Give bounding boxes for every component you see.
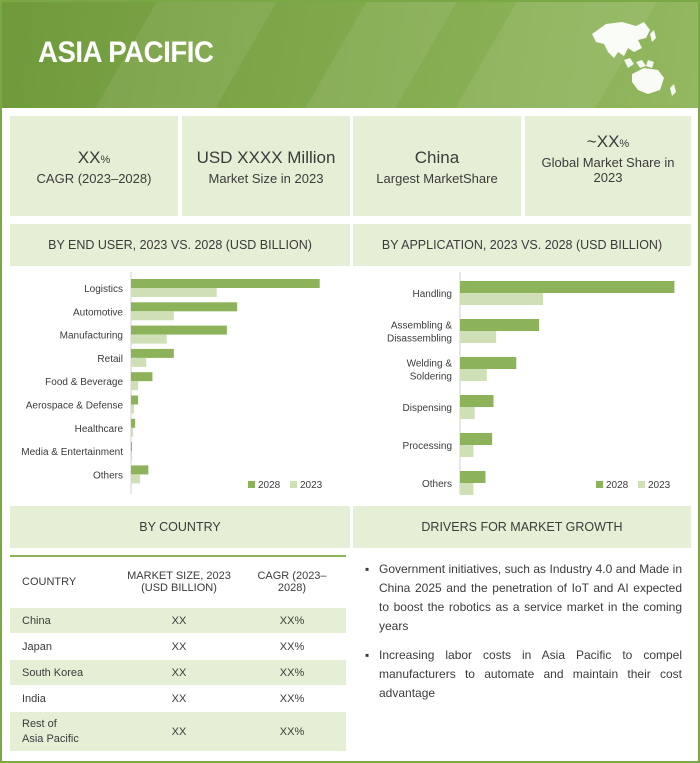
bar-2028 (131, 302, 237, 311)
stat-label: Market Size in 2023 (208, 171, 324, 186)
category-label: Aerospace & Defense (25, 400, 123, 412)
table-row (10, 711, 346, 751)
bar-2023 (131, 358, 146, 367)
stat-cagr (10, 116, 178, 216)
bar-2028 (131, 396, 138, 405)
cell-market-size: XX (171, 640, 187, 653)
end-user-chart (10, 268, 350, 496)
bar-2023 (131, 311, 174, 320)
table-row (10, 607, 346, 633)
bar-2028 (460, 395, 494, 407)
cell-market-size: XX (171, 614, 187, 627)
bar-2028 (131, 442, 132, 451)
category-label: Processing (402, 441, 452, 452)
application-chart (353, 268, 691, 496)
legend-label: 2028 (606, 480, 629, 491)
country-table (10, 555, 346, 751)
banner-stripe (286, 2, 468, 108)
category-label: Media & Entertainment (21, 447, 123, 459)
header-cagr: CAGR (2023–2028) (257, 570, 327, 594)
table-body (10, 607, 346, 751)
table-row (10, 685, 346, 711)
stat-market-size (182, 116, 350, 216)
bar-2028 (131, 279, 320, 288)
category-label: Others (421, 479, 452, 490)
bar-2028 (131, 465, 148, 474)
asia-pacific-map-icon (584, 12, 684, 102)
cell-country: Rest of Asia Pacific (22, 717, 79, 745)
bar-2023 (460, 331, 496, 343)
bar-2028 (460, 357, 516, 369)
table-row (10, 659, 346, 685)
bar-2023 (131, 288, 217, 297)
end-user-chart-svg (10, 268, 350, 496)
header-banner (2, 2, 698, 108)
bar-2028 (460, 471, 485, 483)
bar-2023 (131, 451, 132, 460)
category-label: Others (92, 470, 123, 482)
bar-2023 (460, 293, 543, 305)
bar-2028 (131, 372, 152, 381)
cell-country: South Korea (22, 666, 84, 679)
stat-value: ~XX% (586, 132, 630, 151)
section-title-country: BY COUNTRY (10, 506, 350, 548)
stat-label: Global Market Share in 2023 (541, 155, 675, 185)
bar-2023 (131, 381, 138, 390)
category-label: Retail (97, 353, 123, 365)
category-label: Soldering (409, 371, 452, 383)
cell-market-size: XX (171, 725, 187, 738)
bar-2028 (460, 319, 539, 331)
category-label: Logistics (84, 284, 123, 295)
legend-swatch (290, 481, 297, 488)
category-label: Manufacturing (59, 330, 123, 342)
bar-2023 (460, 407, 475, 419)
stat-global-share (525, 116, 691, 216)
cell-country: Japan (22, 640, 52, 653)
table-row (10, 633, 346, 659)
drivers-list (362, 560, 682, 713)
cell-market-size: XX (171, 692, 187, 705)
legend-label: 2023 (300, 480, 323, 491)
stat-value: USD XXXX Million (196, 148, 336, 167)
cell-cagr: XX% (279, 725, 305, 738)
bar-2028 (460, 281, 674, 293)
application-chart-svg (353, 268, 691, 496)
bar-2023 (131, 474, 140, 483)
category-label: Assembling & (390, 320, 452, 332)
bar-2028 (131, 419, 135, 428)
category-label: Automotive (72, 307, 123, 319)
category-label: Disassembling (386, 333, 452, 345)
section-title-drivers: DRIVERS FOR MARKET GROWTH (353, 506, 691, 548)
stat-label: Largest MarketShare (376, 171, 498, 186)
category-label: Welding & (406, 358, 452, 370)
legend-label: 2028 (258, 480, 281, 491)
table-header (10, 555, 346, 607)
stat-largest-share (353, 116, 521, 216)
stat-label: CAGR (2023–2028) (36, 171, 152, 186)
legend-swatch (596, 481, 603, 488)
section-title-end-user: BY END USER, 2023 VS. 2028 (USD BILLION) (10, 224, 350, 266)
stat-value: China (414, 148, 460, 167)
bar-2028 (131, 349, 174, 358)
cell-cagr: XX% (279, 614, 305, 627)
legend-swatch (638, 481, 645, 488)
cell-cagr: XX% (279, 692, 305, 705)
page-title: ASIA PACIFIC (38, 36, 214, 69)
category-label: Healthcare (74, 423, 123, 435)
cell-cagr: XX% (279, 640, 305, 653)
cell-cagr: XX% (279, 666, 305, 679)
category-label: Food & Beverage (45, 377, 123, 389)
bar-2028 (131, 326, 227, 335)
stat-value: XX% (77, 148, 111, 167)
bar-2023 (460, 369, 487, 381)
category-label: Handling (412, 289, 452, 300)
driver-item: ▪ Government initiatives, such as Industry 4.0 and Made in China 2025 and the penetration of IoT and AI expected to boost the robotics as a service market in the coming years (362, 560, 682, 636)
bar-2023 (460, 445, 473, 457)
bar-2028 (460, 433, 492, 445)
section-title-application: BY APPLICATION, 2023 VS. 2028 (USD BILLION) (353, 224, 691, 266)
legend-label: 2023 (648, 480, 671, 491)
bar-2023 (460, 483, 473, 495)
legend-swatch (248, 481, 255, 488)
header-market-size: MARKET SIZE, 2023 (USD BILLION) (127, 570, 231, 594)
bar-2023 (131, 335, 167, 344)
driver-item: ▪ Increasing labor costs in Asia Pacific to compel manufacturers to automate and maintain their cost advantage (362, 646, 682, 703)
cell-country: China (22, 614, 51, 627)
header-country: COUNTRY (22, 576, 77, 588)
bar-2023 (131, 428, 133, 437)
cell-market-size: XX (171, 666, 187, 679)
bar-2023 (131, 405, 134, 414)
cell-country: India (22, 692, 46, 705)
category-label: Dispensing (402, 403, 452, 414)
